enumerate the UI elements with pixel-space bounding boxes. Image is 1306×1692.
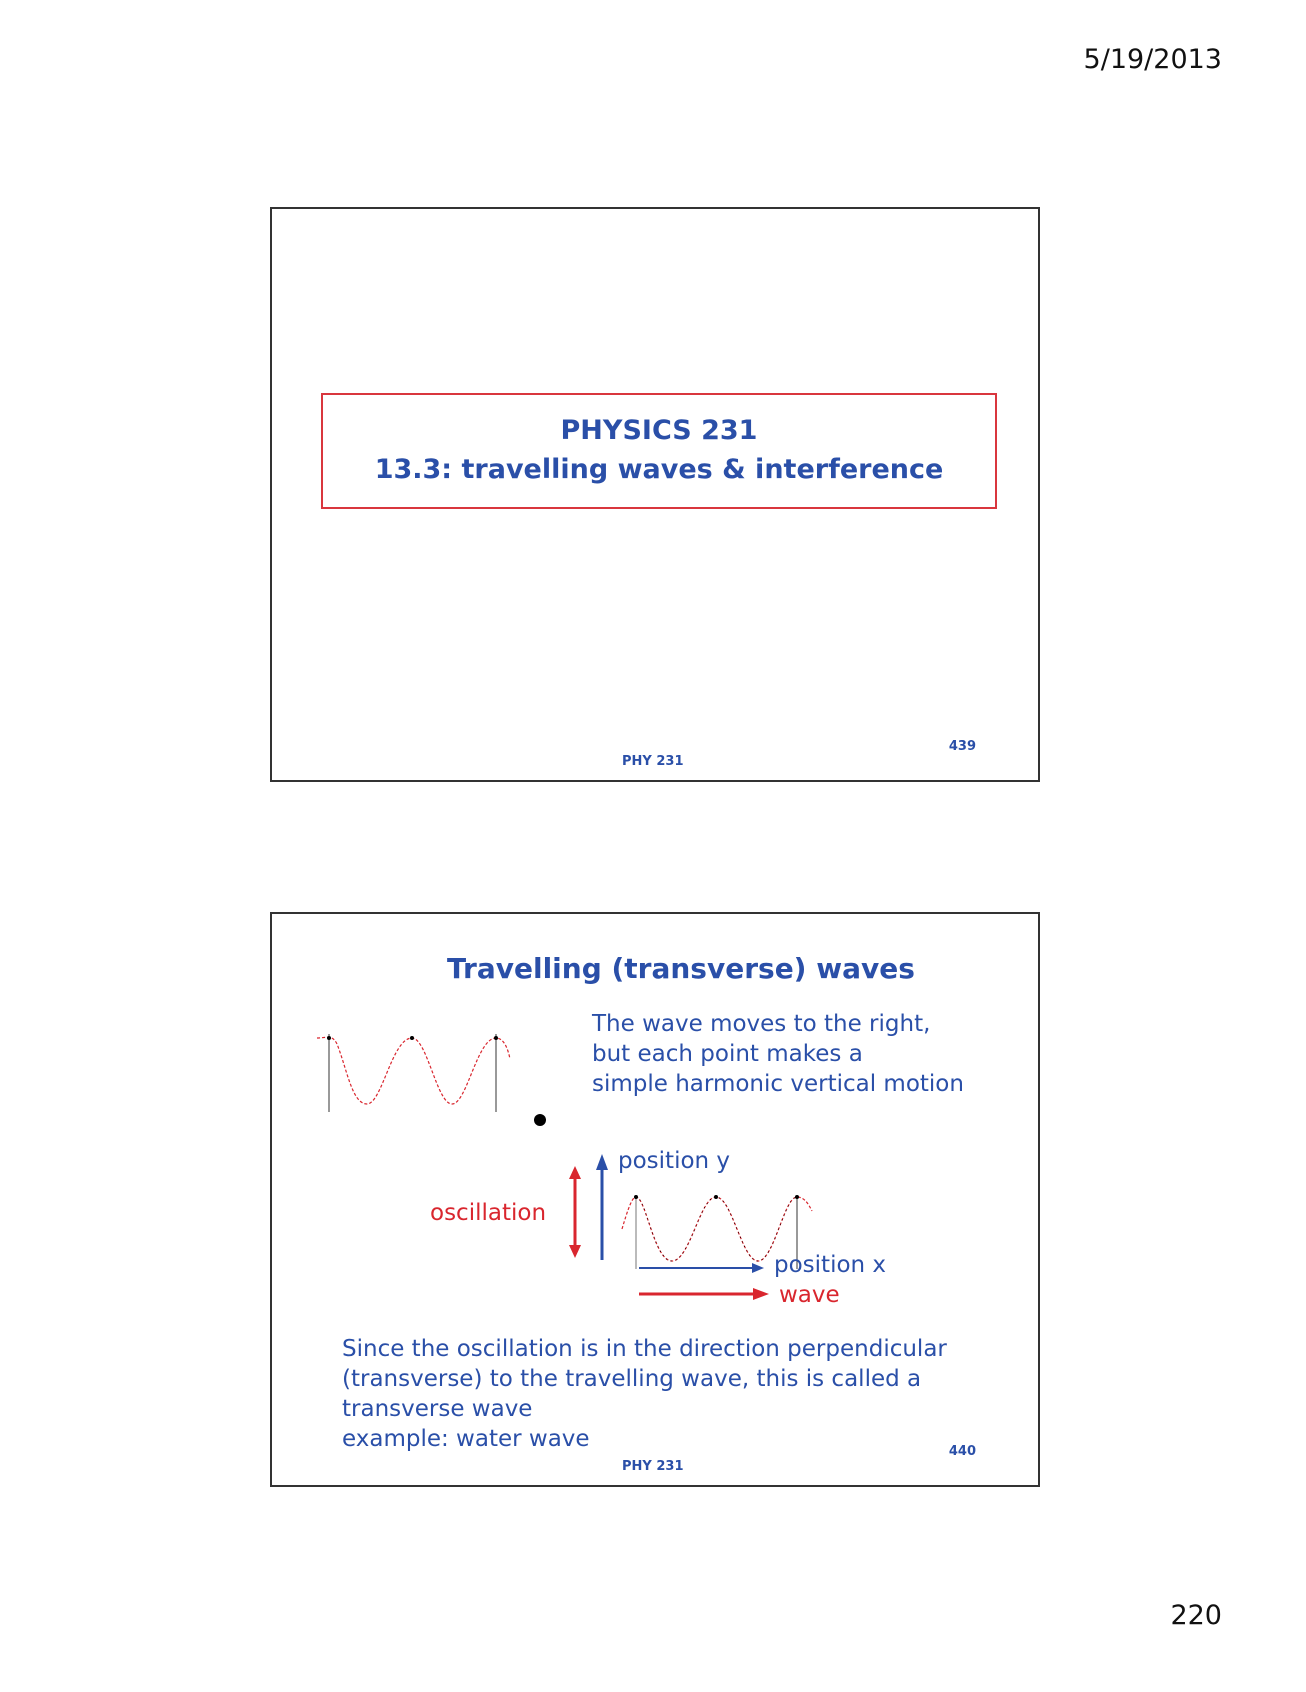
title-box [321, 393, 997, 509]
position-y-axis-arrow [592, 1154, 612, 1262]
label-wave: wave [779, 1282, 840, 1308]
label-position-x: position x [774, 1252, 887, 1278]
slide-footer-number: 439 [948, 739, 976, 754]
page-date: 5/19/2013 [1083, 44, 1222, 75]
explanation-line: example: water wave [342, 1426, 590, 1452]
bullet-dot [532, 1112, 548, 1128]
oscillation-double-arrow [567, 1166, 583, 1258]
slide-footer-course: PHY 231 [622, 1459, 684, 1474]
slide-footer-number: 440 [948, 1444, 976, 1459]
slide-439 [270, 207, 1040, 782]
slide-footer-course: PHY 231 [622, 754, 684, 769]
slide-description [592, 1009, 1012, 1099]
label-position-y: position y [618, 1148, 731, 1174]
slide-title-topic: 13.3: travelling waves & interference [374, 454, 944, 485]
description-line: but each point makes a [592, 1041, 863, 1067]
description-line: The wave moves to the right, [592, 1011, 931, 1037]
slide-title: Travelling (transverse) waves [447, 952, 915, 985]
description-line: simple harmonic vertical motion [592, 1071, 964, 1097]
wave-diagram-small [312, 1024, 542, 1114]
position-x-axis-arrow [639, 1262, 764, 1274]
label-oscillation: oscillation [430, 1200, 547, 1226]
page-number: 220 [1170, 1600, 1222, 1631]
slide-title-course: PHYSICS 231 [560, 415, 758, 446]
explanation-line: transverse wave [342, 1396, 533, 1422]
explanation-line: Since the oscillation is in the direction perpendicular [342, 1336, 947, 1362]
slide-explanation [342, 1334, 992, 1454]
wave-direction-arrow [639, 1287, 769, 1301]
slide-440 [270, 912, 1040, 1487]
explanation-line: (transverse) to the travelling wave, this is called a [342, 1366, 922, 1392]
